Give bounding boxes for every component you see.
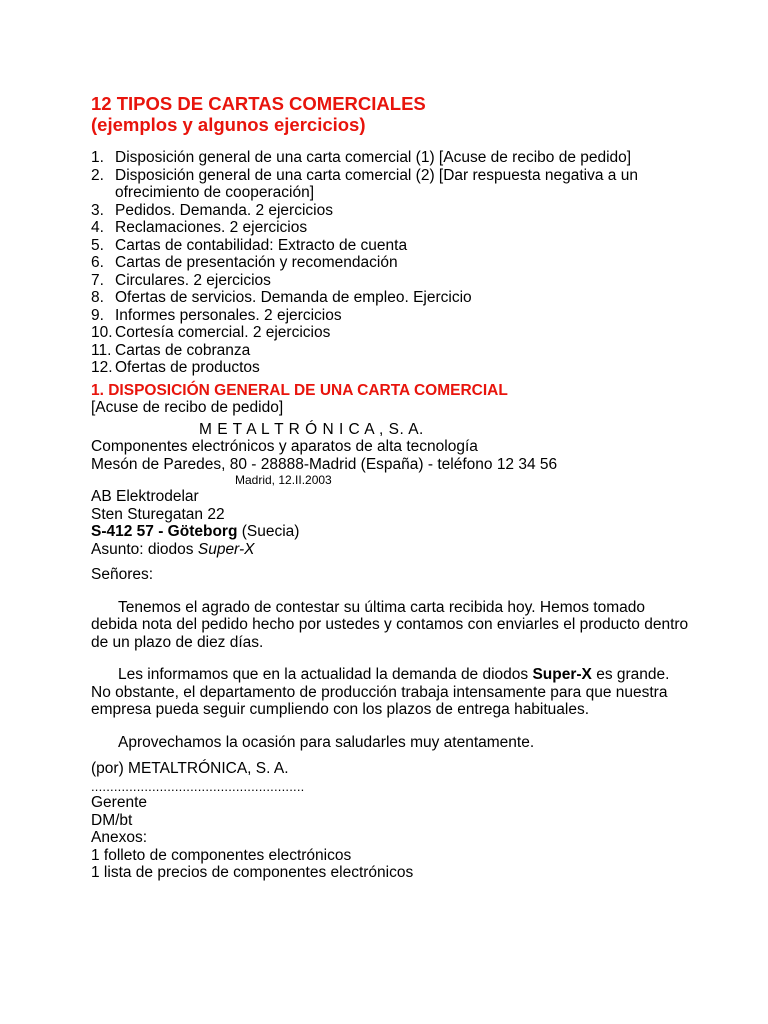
toc-item [91,202,691,220]
reference-initials: DM/bt [91,811,133,829]
toc-item-text: Informes personales. 2 ejercicios [115,306,342,324]
toc-item-number: 2. [91,166,104,184]
toc-item-text: Cartas de cobranza [115,341,251,359]
toc-item-text: Disposición general de una carta comercial (1) [Acuse de recibo de pedido] [115,149,632,166]
letter-date: Madrid, 12.II.2003 [235,473,332,487]
toc-item-text: Cortesía comercial. 2 ejercicios [115,324,331,341]
toc-item-text: Ofertas de productos [115,359,260,376]
recipient-street: Sten Sturegatan 22 [91,505,225,523]
document-title [91,93,691,135]
toc-item [91,149,691,167]
letter-paragraph-2 [91,666,691,719]
subject-prefix: Asunto: diodos [91,540,198,558]
annex-item: 1 lista de precios de componentes electrónicos [91,864,414,882]
recipient-country: (Suecia) [237,523,300,540]
letter-paragraph-3: Aprovechamos la ocasión para saludarles muy atentamente. [118,734,535,752]
paragraph-2-product: Super-X [532,666,592,684]
letter-subject [91,541,691,559]
toc-item [91,167,691,202]
signer-position: Gerente [91,794,148,812]
recipient-postcode-city: S-412 57 - Göteborg [91,523,238,540]
toc-item [91,324,691,342]
toc-item-number: 7. [91,271,104,289]
toc-item [91,254,691,272]
toc-item-text: Cartas de contabilidad: Extracto de cuenta [115,236,408,254]
letterhead-tagline: Componentes electrónicos y aparatos de alta tecnología [91,438,478,455]
paragraph-2-end: es grande. No obstante, el departamento de producción trabaja intensamente para que nuestra empresa pueda seguir cumpliendo con los plazos de entrega habituales. [91,666,670,719]
document-content [91,93,691,882]
letter-signoff: (por) METALTRÓNICA, S. A. [91,759,289,777]
toc-item-text: Pedidos. Demanda. 2 ejercicios [115,201,333,219]
section-subheading: [Acuse de recibo de pedido] [91,399,284,416]
title-line-2: (ejemplos y algunos ejercicios) [91,114,366,135]
toc-item-number: 8. [91,289,104,306]
toc-item-text: Circulares. 2 ejercicios [115,271,271,289]
letter-greeting: Señores: [91,566,154,583]
title-line-1: 12 TIPOS DE CARTAS COMERCIALES [91,93,426,114]
table-of-contents [91,149,691,377]
toc-item-number: 5. [91,236,104,254]
toc-item [91,289,691,307]
recipient-name: AB Elektrodelar [91,488,199,505]
toc-item-number: 9. [91,306,104,324]
section-heading: 1. DISPOSICIÓN GENERAL DE UNA CARTA COMERCIAL [91,381,508,399]
annex-item: 1 folleto de componentes electrónicos [91,846,352,864]
toc-item [91,307,691,325]
letterhead-company: M E T A L T R Ó N I C A , S. A. [199,420,424,438]
toc-item-number: 10. [91,324,113,341]
annexes-label: Anexos: [91,829,148,847]
paragraph-2-start: Les informamos que en la actualidad la demanda de diodos [118,666,533,684]
letterhead-address: Mesón de Paredes, 80 - 28888-Madrid (España) - teléfono 12 34 56 [91,455,558,473]
toc-item [91,219,691,237]
recipient-city [91,523,691,541]
toc-item-text: Disposición general de una carta comercial (2) [Dar respuesta negativa a un ofrecimiento de cooperación] [115,166,638,201]
signature-line: ........................................................ [91,779,305,795]
toc-item-number: 12. [91,359,113,376]
toc-item-number: 1. [91,149,104,166]
letter-paragraph-1: Tenemos el agrado de contestar su última carta recibida hoy. Hemos tomado debida nota del pedido hecho por ustedes y contamos con enviarles el producto dentro de un plazo de diez días. [91,598,689,651]
toc-item-text: Cartas de presentación y recomendación [115,254,398,271]
toc-item-text: Reclamaciones. 2 ejercicios [115,219,308,236]
toc-item-number: 6. [91,254,104,271]
subject-product: Super-X [197,540,255,558]
toc-item-number: 3. [91,201,104,219]
toc-item [91,272,691,290]
toc-item [91,342,691,360]
toc-item [91,359,691,377]
toc-item-number: 4. [91,219,104,236]
toc-item-number: 11. [91,341,112,359]
toc-item-text: Ofertas de servicios. Demanda de empleo. Ejercicio [115,289,472,306]
toc-item [91,237,691,255]
